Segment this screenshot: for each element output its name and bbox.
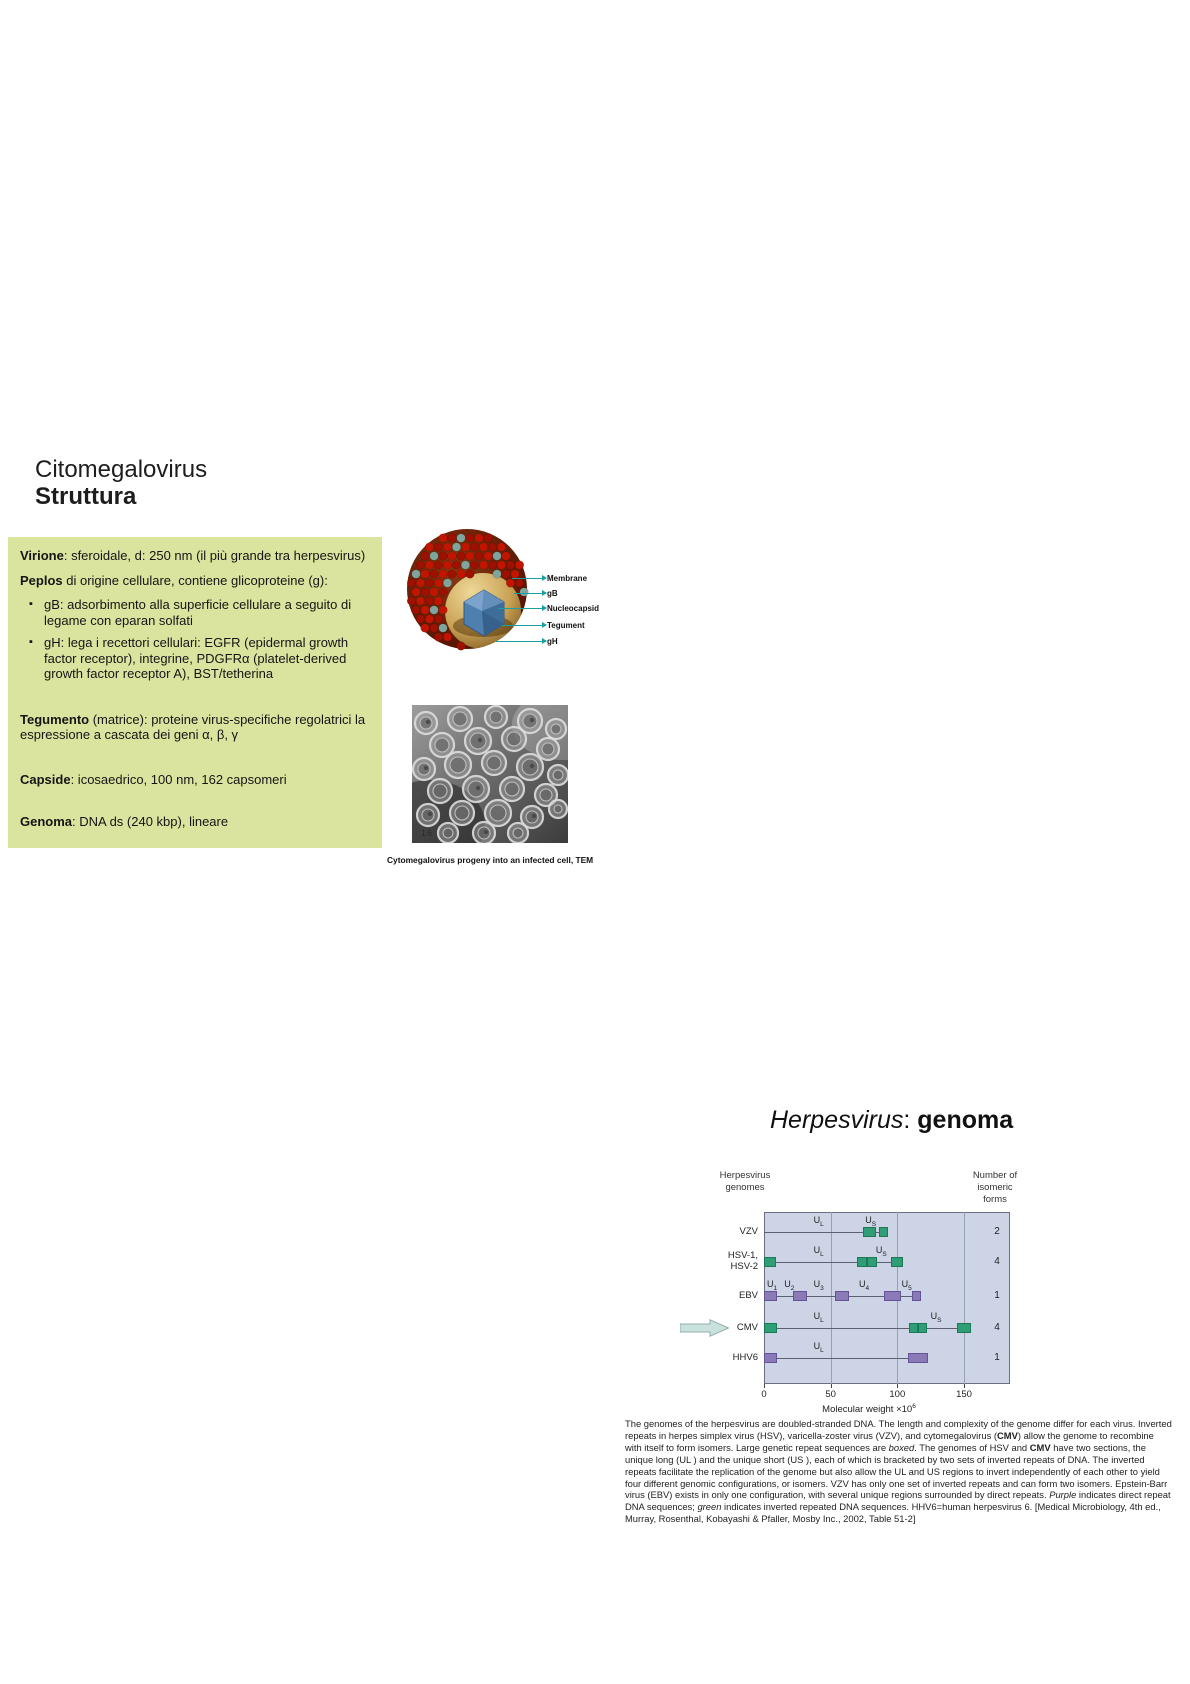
structure-info-box bbox=[8, 537, 382, 848]
gh-label: gH bbox=[547, 637, 558, 646]
axis-tick-label: 0 bbox=[761, 1389, 767, 1400]
peplos-text: di origine cellulare, contiene glicoproteine (g): bbox=[62, 572, 328, 588]
genome-repeat-box bbox=[764, 1353, 777, 1363]
genome-row-label: EBV bbox=[738, 1290, 758, 1301]
isomeric-forms-count: 1 bbox=[994, 1290, 1000, 1301]
slide1-title-line1: Citomegalovirus bbox=[35, 456, 208, 483]
genome-row-label: VZV bbox=[739, 1226, 758, 1237]
virione-text: : sferoidale, d: 250 nm (il più grande tra herpesvirus) bbox=[63, 548, 366, 563]
genome-repeat-box bbox=[909, 1323, 918, 1333]
genome-repeat-box bbox=[908, 1353, 928, 1363]
genome-segment-line bbox=[776, 1262, 857, 1263]
list-item-gh bbox=[42, 635, 372, 682]
tem-caption: Cytomegalovirus progeny into an infected cell, TEM bbox=[387, 855, 594, 865]
slide1-title bbox=[35, 456, 207, 510]
genome-header-left bbox=[700, 1170, 790, 1194]
genome-row-label: HHV6 bbox=[732, 1352, 758, 1363]
header-left-line1: Herpesvirus bbox=[719, 1170, 771, 1181]
capside-line bbox=[20, 772, 372, 788]
genome-repeat-box bbox=[918, 1323, 927, 1333]
genome-repeat-box bbox=[957, 1323, 970, 1333]
slide1-title-line2: Struttura bbox=[35, 483, 137, 510]
genome-repeat-box bbox=[793, 1291, 806, 1301]
list-item-gb bbox=[42, 597, 372, 628]
peplos-label: Peplos bbox=[20, 572, 63, 588]
header-left-line2: genomes bbox=[725, 1182, 765, 1193]
gb-label: gB bbox=[547, 589, 558, 598]
isomeric-forms-count: 1 bbox=[994, 1352, 1000, 1363]
slide2-title-sep: : bbox=[903, 1106, 918, 1134]
genome-region-label: $U_5$ bbox=[901, 1279, 912, 1292]
genome-segment-line bbox=[927, 1328, 958, 1329]
grid-line bbox=[964, 1212, 965, 1384]
axis-tick bbox=[964, 1384, 965, 1388]
gh-arrow-icon bbox=[496, 641, 542, 642]
genome-region-label: $U_2$ bbox=[784, 1279, 795, 1292]
genome-repeat-box bbox=[879, 1227, 888, 1237]
slide2-title-italic: Herpesvirus bbox=[770, 1106, 904, 1134]
genome-repeat-box bbox=[835, 1291, 850, 1301]
membrane-label: Membrane bbox=[547, 574, 588, 583]
axis-tick bbox=[831, 1384, 832, 1388]
genome-segment-line bbox=[901, 1296, 912, 1297]
axis-tick-label: 100 bbox=[889, 1389, 906, 1400]
header-right-line2: isomeric bbox=[977, 1182, 1013, 1193]
gb-arrow-icon bbox=[514, 593, 542, 594]
virione-label: Virione bbox=[20, 548, 64, 563]
nucleocapsid-arrow-icon bbox=[498, 608, 542, 609]
gh-text: gH: lega i recettori cellulari: EGFR (epidermal growth factor receptor), integrine, PDGFRα (platelet-derived growth factor receptor A), BST/tetherina bbox=[44, 635, 349, 681]
genome-row-label: HSV-1, HSV-2 bbox=[727, 1250, 758, 1272]
genome-region-label: $U_S$ bbox=[865, 1215, 877, 1228]
genome-region-label: $U_4$ bbox=[858, 1279, 870, 1292]
genome-region-label: $U_L$ bbox=[813, 1311, 824, 1324]
genome-repeat-box bbox=[764, 1257, 776, 1267]
axis-tick-label: 50 bbox=[825, 1389, 836, 1400]
genome-segment-line bbox=[777, 1328, 909, 1329]
genome-region-label: $U_L$ bbox=[813, 1245, 824, 1258]
genoma-line bbox=[20, 814, 372, 830]
genome-segment-line bbox=[764, 1232, 863, 1233]
genoma-label: Genoma bbox=[20, 814, 73, 829]
tegumento-line bbox=[20, 712, 372, 743]
isomeric-forms-count: 4 bbox=[994, 1322, 1000, 1333]
genome-region-label: $U_1$ bbox=[766, 1279, 778, 1292]
genoma-text: : DNA ds (240 kbp), lineare bbox=[72, 814, 229, 829]
cmv-pointer-arrow-icon bbox=[680, 1319, 730, 1337]
glycoprotein-list bbox=[20, 597, 372, 682]
tegumento-label: Tegumento bbox=[20, 711, 90, 727]
nucleocapsid-label: Nucleocapsid bbox=[547, 604, 600, 613]
genome-repeat-box bbox=[867, 1257, 877, 1267]
virione-line bbox=[20, 548, 372, 564]
membrane-arrow-icon bbox=[512, 578, 542, 579]
axis-label-exponent: 6 bbox=[912, 1403, 916, 1410]
genome-repeat-box bbox=[764, 1291, 777, 1301]
tegumento-text: (matrice): proteine virus-specifiche regolatrici la espressione a cascata dei geni α, β, γ bbox=[20, 711, 366, 742]
tem-figure-number: 16 bbox=[421, 828, 434, 838]
genome-axis-label bbox=[794, 1403, 944, 1415]
genome-segment-line bbox=[849, 1296, 884, 1297]
genome-segment-line bbox=[877, 1262, 890, 1263]
header-right-line3: forms bbox=[983, 1194, 1007, 1205]
slide2-title bbox=[770, 1106, 1013, 1135]
genome-repeat-box bbox=[863, 1227, 876, 1237]
genome-repeat-box bbox=[912, 1291, 921, 1301]
genome-region-label: $U_L$ bbox=[813, 1341, 824, 1354]
genome-region-label: $U_3$ bbox=[813, 1279, 824, 1292]
genome-header-right bbox=[950, 1170, 1040, 1206]
genome-segment-line bbox=[777, 1296, 793, 1297]
genome-repeat-box bbox=[764, 1323, 777, 1333]
genome-row-label: CMV bbox=[736, 1322, 758, 1333]
genome-repeat-box bbox=[857, 1257, 867, 1267]
tegument-label: Tegument bbox=[547, 621, 585, 630]
figure-caption: The genomes of the herpesvirus are doubled-stranded DNA. The length and complexity of the genome differ for each virus. Inverted repeats in herpes simplex virus (HSV), varicella-zoster virus (VZV), and cytomegalovirus (CMV) allow the genome to recombine with itself to form isomers. Large genetic repeat sequences are boxed. The genomes of HSV and CMV have two sections, the unique long (UL ) and the unique short (US ), each of which is bracketed by two sets of inverted repeats of DNA. The inverted repeats facilitate the replication of the genome but also allow the UL and US regions to invert independently of each other to yield four different genomic configurations, or isomers. VZV has only one set of inverted repeats and can form two isomers. Epstein-Barr virus (EBV) exists in only one configuration, with several unique regions surrounded by direct repeats. Purple indicates direct repeat DNA sequences; green indicates inverted repeated DNA sequences. HHV6=human herpesvirus 6. [Medical Microbiology, 4th ed., Murray, Rosenthal, Kobayashi & Pfaller, Mosby Inc., 2002, Table 51-2] bbox=[625, 1418, 1172, 1525]
gb-text: gB: adsorbimento alla superficie cellulare a seguito di legame con eparan solfati bbox=[44, 597, 352, 628]
genome-region-label: $U_S$ bbox=[930, 1311, 942, 1324]
axis-tick bbox=[764, 1384, 765, 1388]
genome-repeat-box bbox=[891, 1257, 903, 1267]
tegument-arrow-icon bbox=[501, 625, 542, 626]
peplos-line bbox=[20, 573, 372, 589]
isomeric-forms-count: 4 bbox=[994, 1256, 1000, 1267]
capside-text: : icosaedrico, 100 nm, 162 capsomeri bbox=[70, 771, 287, 787]
virion-3d-illustration bbox=[404, 526, 532, 656]
slide2-title-bold: genoma bbox=[917, 1106, 1014, 1134]
genome-region-label: $U_S$ bbox=[875, 1245, 887, 1258]
genome-repeat-box bbox=[884, 1291, 901, 1301]
isomeric-forms-count: 2 bbox=[994, 1226, 1000, 1237]
genome-segment-line bbox=[807, 1296, 835, 1297]
genome-segment-line bbox=[777, 1358, 908, 1359]
capside-label: Capside bbox=[20, 771, 71, 787]
tem-micrograph bbox=[412, 705, 568, 843]
axis-tick bbox=[897, 1384, 898, 1388]
axis-tick-label: 150 bbox=[956, 1389, 972, 1400]
header-right-line1: Number of bbox=[972, 1170, 1018, 1181]
axis-label-text: Molecular weight ×10 bbox=[822, 1404, 913, 1416]
genome-region-label: $U_L$ bbox=[813, 1215, 824, 1228]
